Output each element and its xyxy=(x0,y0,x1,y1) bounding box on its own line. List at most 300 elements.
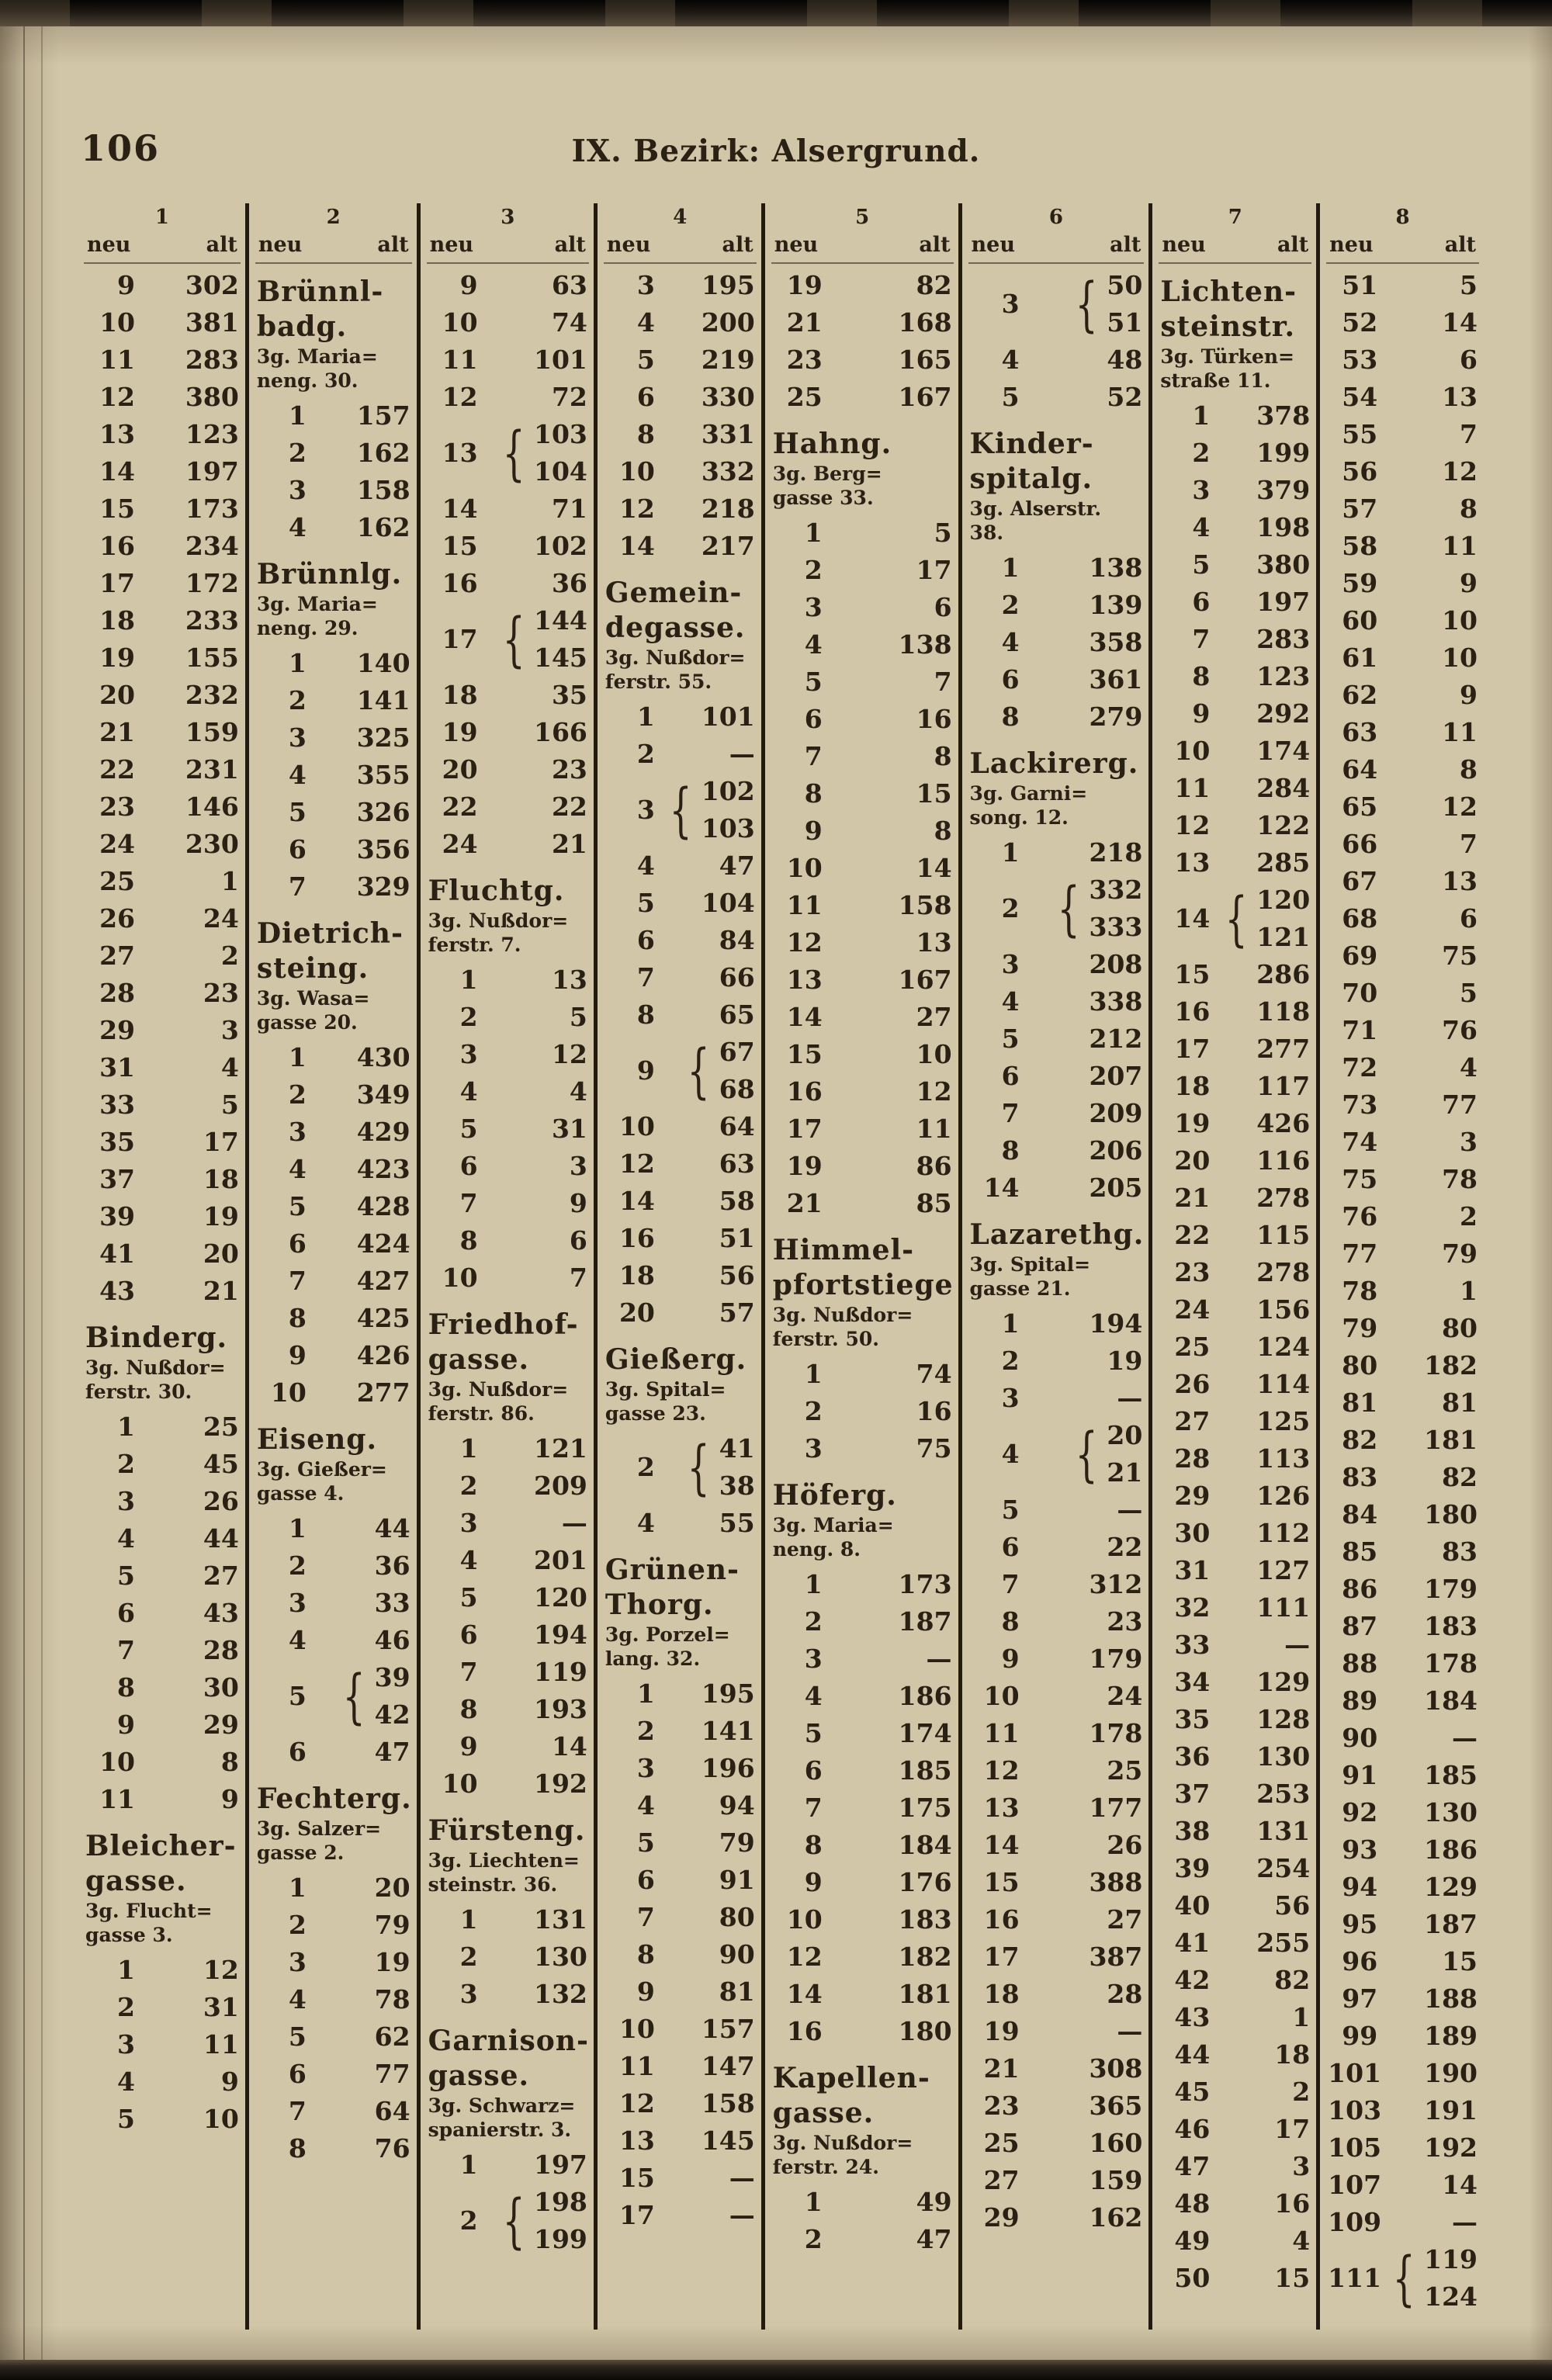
neu-number: 11 xyxy=(618,2051,655,2081)
street-oldname-line: 3g. Garni= xyxy=(969,782,1088,805)
number-row xyxy=(604,1430,757,1505)
alt-number: 189 xyxy=(1424,2021,1478,2051)
alt-number: 18 xyxy=(1274,2039,1311,2070)
alt-number: 212 xyxy=(1089,1024,1143,1054)
neu-number: 15 xyxy=(1174,959,1211,989)
alt-number: 20 xyxy=(374,1872,411,1903)
alt-number: 424 xyxy=(356,1228,411,1259)
neu-number: 85 xyxy=(1342,1536,1378,1567)
alt-column-label: alt xyxy=(206,233,237,257)
neu-number: 2 xyxy=(636,1716,655,1746)
neu-number: 9 xyxy=(459,1731,478,1762)
neu-number: 23 xyxy=(99,792,135,822)
alt-number: 35 xyxy=(551,680,587,710)
neu-number: 91 xyxy=(1342,1760,1378,1790)
alt-number: 195 xyxy=(701,270,755,300)
alt-number: 167 xyxy=(898,382,952,412)
number-row xyxy=(604,1713,757,1750)
alt-number: 388 xyxy=(1089,1867,1143,1897)
alt-number: 85 xyxy=(916,1188,952,1218)
alt-number: 356 xyxy=(356,834,411,864)
alt-number: 55 xyxy=(719,1508,755,1538)
neu-number: 10 xyxy=(786,853,823,883)
number-row xyxy=(255,868,412,906)
alt-number: 2 xyxy=(220,941,239,971)
number-row xyxy=(1326,379,1479,416)
alt-number: 78 xyxy=(1442,1164,1478,1194)
number-row xyxy=(771,2221,954,2258)
alt-number: 47 xyxy=(719,850,755,881)
neu-number: 47 xyxy=(1174,2151,1211,2181)
neu-number: 2 xyxy=(636,1452,655,1482)
alt-number: 14 xyxy=(551,1731,587,1762)
neu-number: 8 xyxy=(636,1939,655,1969)
number-row xyxy=(255,1039,412,1076)
alt-number: 82 xyxy=(916,270,952,300)
number-row xyxy=(255,1114,412,1151)
number-row xyxy=(255,1076,412,1114)
alt-number: 124 xyxy=(1424,2281,1478,2312)
street-name-line: Lackirerg. xyxy=(969,747,1139,780)
number-row xyxy=(255,1622,412,1659)
alt-number: 75 xyxy=(1442,941,1478,971)
alt-number: 308 xyxy=(1089,2053,1143,2084)
number-row xyxy=(84,788,241,826)
number-row xyxy=(255,1659,412,1734)
alt-number-stack xyxy=(1107,267,1142,341)
alt-number: 173 xyxy=(898,1569,952,1599)
alt-number: 1 xyxy=(220,866,239,896)
alt-number: 196 xyxy=(701,1753,755,1783)
neu-number: 21 xyxy=(786,307,823,338)
number-row xyxy=(427,1110,589,1148)
neu-number: 3 xyxy=(636,1753,655,1783)
alt-number: 131 xyxy=(1256,1816,1311,1846)
street-heading xyxy=(257,275,412,393)
neu-number: 10 xyxy=(618,1111,655,1141)
alt-number: 57 xyxy=(719,1297,755,1328)
neu-number: 3 xyxy=(636,795,655,825)
alt-number: — xyxy=(926,1644,952,1674)
alt-number: 51 xyxy=(1107,307,1143,338)
alt-number: 36 xyxy=(551,568,587,598)
number-row xyxy=(84,528,241,565)
number-row xyxy=(84,1198,241,1235)
street-oldname-line: 3g. Wasa= xyxy=(256,987,370,1010)
street-oldname-line: ferstr. 30. xyxy=(85,1381,192,1403)
alt-number: 132 xyxy=(534,1979,587,2009)
alt-number: 158 xyxy=(356,475,411,505)
alt-number: 199 xyxy=(1256,438,1311,468)
neu-number: 40 xyxy=(1174,1890,1211,1921)
number-row xyxy=(604,1862,757,1899)
number-row xyxy=(427,1728,589,1765)
neu-number: 11 xyxy=(99,1784,135,1814)
neu-number: 6 xyxy=(288,1228,307,1259)
neu-number: 9 xyxy=(1001,1644,1020,1674)
alt-number: 21 xyxy=(551,829,587,859)
neu-number: 37 xyxy=(99,1164,135,1194)
column-8 xyxy=(1316,203,1484,2330)
number-row xyxy=(255,757,412,794)
brace-glyph: { xyxy=(1075,1419,1098,1488)
neu-number: 6 xyxy=(1001,1532,1020,1562)
alt-number: 181 xyxy=(1424,1425,1478,1455)
neu-number: 6 xyxy=(1001,664,1020,695)
neu-number: 9 xyxy=(459,270,478,300)
neu-number: 18 xyxy=(99,605,135,636)
alt-number: 104 xyxy=(701,888,755,918)
neu-number: 64 xyxy=(1342,754,1378,785)
neu-number: 15 xyxy=(442,531,478,561)
alt-number: 15 xyxy=(916,778,952,809)
street-heading xyxy=(1160,275,1311,393)
number-row xyxy=(1159,1366,1311,1403)
alt-number: 23 xyxy=(203,978,239,1008)
alt-number: 8 xyxy=(934,816,952,846)
neu-number: 1 xyxy=(804,1569,823,1599)
number-row xyxy=(771,514,954,552)
alt-number: 380 xyxy=(1256,549,1311,580)
neu-number: 12 xyxy=(618,2088,655,2118)
street-heading xyxy=(605,576,757,694)
number-row xyxy=(968,1380,1145,1417)
number-row xyxy=(1326,639,1479,677)
alt-number: 277 xyxy=(1256,1034,1311,1064)
number-row xyxy=(1326,975,1479,1012)
alt-number: 86 xyxy=(916,1151,952,1181)
alt-brace-group xyxy=(1385,2241,1478,2316)
alt-number: 283 xyxy=(185,345,239,375)
alt-number: 4 xyxy=(1292,2226,1311,2256)
alt-number: 64 xyxy=(374,2096,411,2126)
neu-number: 10 xyxy=(99,1747,135,1777)
neu-number: 1 xyxy=(117,1955,135,1985)
alt-number: 428 xyxy=(356,1191,411,1221)
number-row xyxy=(1326,1273,1479,1310)
number-row xyxy=(84,1632,241,1669)
neu-number: 51 xyxy=(1342,270,1378,300)
alt-number: 292 xyxy=(1256,698,1311,729)
neu-number: 14 xyxy=(442,494,478,524)
number-row xyxy=(84,1161,241,1198)
alt-number: 141 xyxy=(356,685,411,715)
alt-number: — xyxy=(1452,2207,1478,2237)
number-row xyxy=(84,751,241,788)
number-row xyxy=(604,736,757,773)
number-row xyxy=(968,1752,1145,1789)
number-row xyxy=(968,1789,1145,1827)
number-row xyxy=(1159,733,1311,770)
alt-number: 8 xyxy=(1460,754,1478,785)
alt-number: 8 xyxy=(934,741,952,771)
number-row xyxy=(255,472,412,509)
neu-number: 18 xyxy=(442,680,478,710)
number-row xyxy=(1159,1701,1311,1738)
neu-number: 17 xyxy=(983,1942,1020,1972)
street-oldname-line: 3g. Maria= xyxy=(256,593,378,615)
alt-number: 168 xyxy=(898,307,952,338)
number-row xyxy=(1326,2092,1479,2129)
brace-glyph: { xyxy=(502,418,525,487)
neu-number: 10 xyxy=(270,1377,307,1408)
neu-number: 76 xyxy=(1342,1201,1378,1232)
number-row xyxy=(1326,453,1479,490)
alt-number: 101 xyxy=(534,345,587,375)
column-number-label: 8 xyxy=(1395,206,1410,229)
neu-number: 55 xyxy=(1342,419,1378,449)
alt-number: 218 xyxy=(1089,837,1143,868)
street-name-line: pfortstiege xyxy=(772,1269,954,1301)
neu-number: 1 xyxy=(288,648,307,678)
neu-number: 111 xyxy=(1328,2263,1382,2293)
alt-number: 44 xyxy=(374,1513,411,1543)
number-row xyxy=(427,1938,589,1976)
street-oldname-line: gasse 33. xyxy=(772,487,874,509)
number-row xyxy=(771,1789,954,1827)
neu-number: 56 xyxy=(1342,456,1378,487)
street-oldname-line: ferstr. 7. xyxy=(428,934,521,956)
alt-number: 145 xyxy=(534,643,587,673)
alt-number: 195 xyxy=(701,1678,755,1709)
neu-number: 6 xyxy=(1192,587,1211,617)
neu-number: 99 xyxy=(1342,2021,1378,2051)
neu-number: 17 xyxy=(442,624,478,654)
number-row xyxy=(1326,1086,1479,1124)
number-row xyxy=(771,1976,954,2013)
alt-number: 74 xyxy=(551,307,587,338)
number-row xyxy=(604,1294,757,1332)
alt-number: 77 xyxy=(1442,1090,1478,1120)
neu-column-label: neu xyxy=(1329,233,1374,257)
alt-number: 119 xyxy=(534,1657,587,1687)
alt-number: 2 xyxy=(1460,1201,1478,1232)
number-row xyxy=(604,341,757,379)
number-row xyxy=(968,587,1145,624)
alt-brace-group xyxy=(1068,267,1142,341)
neu-number: 1 xyxy=(288,1513,307,1543)
number-row xyxy=(771,1864,954,1901)
street-name-line: Kinder- xyxy=(969,428,1094,460)
number-row xyxy=(427,1505,589,1542)
alt-number: 183 xyxy=(1424,1611,1478,1641)
brace-glyph: { xyxy=(670,775,693,844)
number-row xyxy=(968,1020,1145,1058)
alt-number: 232 xyxy=(185,680,239,710)
number-row xyxy=(771,626,954,663)
street-heading xyxy=(428,1814,589,1897)
number-row xyxy=(84,2063,241,2101)
number-row xyxy=(1159,1291,1311,1329)
neu-number: 5 xyxy=(459,1582,478,1613)
street-heading xyxy=(773,1233,954,1351)
number-row xyxy=(255,2130,412,2167)
neu-number: 4 xyxy=(459,1076,478,1107)
neu-number: 1 xyxy=(459,2150,478,2180)
alt-number: — xyxy=(1117,1383,1143,1413)
number-row xyxy=(968,698,1145,736)
number-row xyxy=(255,2093,412,2130)
alt-number: 9 xyxy=(569,1188,587,1218)
street-name-line: Lazarethg. xyxy=(969,1218,1145,1251)
neu-number: 12 xyxy=(786,927,823,958)
number-row xyxy=(604,1257,757,1294)
number-row xyxy=(255,2056,412,2093)
neu-number: 72 xyxy=(1342,1052,1378,1083)
number-row xyxy=(771,1430,954,1467)
number-row xyxy=(771,1036,954,1073)
number-row xyxy=(968,1827,1145,1864)
neu-number: 79 xyxy=(1342,1313,1378,1343)
neu-number: 5 xyxy=(288,1681,307,1711)
alt-number: 128 xyxy=(1256,1704,1311,1734)
neu-number: 5 xyxy=(804,1718,823,1748)
number-row xyxy=(968,661,1145,698)
neu-number: 4 xyxy=(288,1625,307,1655)
alt-number: 361 xyxy=(1089,664,1143,695)
number-row xyxy=(427,1222,589,1259)
alt-number: 46 xyxy=(374,1625,411,1655)
column-7 xyxy=(1148,203,1316,2330)
alt-number: 12 xyxy=(1442,456,1478,487)
alt-number: 77 xyxy=(374,2059,411,2089)
alt-number: 332 xyxy=(1089,875,1143,905)
street-oldname-line: gasse 3. xyxy=(85,1924,173,1946)
street-oldname-line: 3g. Schwarz= xyxy=(428,2094,576,2117)
neu-number: 20 xyxy=(618,1297,655,1328)
alt-number: 286 xyxy=(1256,959,1311,989)
neu-number: 31 xyxy=(99,1052,135,1083)
street-name-line: Brünnl- xyxy=(256,275,384,308)
number-row xyxy=(84,1989,241,2026)
alt-number: 157 xyxy=(356,400,411,431)
neu-number: 3 xyxy=(459,1508,478,1538)
alt-number: 125 xyxy=(1256,1406,1311,1436)
alt-number: 188 xyxy=(1424,1983,1478,2014)
alt-number: 176 xyxy=(898,1867,952,1897)
number-row xyxy=(604,2011,757,2048)
street-name-line: Himmel- xyxy=(772,1234,915,1266)
neu-number: 57 xyxy=(1342,494,1378,524)
neu-number: 12 xyxy=(442,382,478,412)
neu-number: 6 xyxy=(636,925,655,955)
neu-number: 15 xyxy=(983,1867,1020,1897)
alt-number: 64 xyxy=(719,1111,755,1141)
number-row xyxy=(1326,1124,1479,1161)
neu-number: 4 xyxy=(288,1984,307,2015)
number-row xyxy=(968,946,1145,983)
number-row xyxy=(255,1300,412,1337)
alt-number: 278 xyxy=(1256,1257,1311,1287)
neu-number: 39 xyxy=(1174,1853,1211,1883)
alt-number: 180 xyxy=(898,2016,952,2046)
alt-number: 279 xyxy=(1089,702,1143,732)
column-header xyxy=(255,231,412,264)
number-row xyxy=(604,1145,757,1183)
alt-number: 157 xyxy=(701,2014,755,2044)
brace-glyph: { xyxy=(502,605,525,674)
alt-number: 6 xyxy=(1460,345,1478,375)
number-row xyxy=(1159,1552,1311,1589)
street-name-line: Dietrich- xyxy=(256,917,404,950)
neu-column-label: neu xyxy=(258,233,303,257)
alt-number: 285 xyxy=(1256,847,1311,878)
alt-number: 30 xyxy=(203,1672,239,1703)
neu-number: 2 xyxy=(804,555,823,585)
number-row xyxy=(1159,1217,1311,1254)
number-row xyxy=(427,1542,589,1579)
alt-number: 3 xyxy=(1292,2151,1311,2181)
number-row xyxy=(1159,1515,1311,1552)
neu-number: 24 xyxy=(99,829,135,859)
neu-number: 6 xyxy=(288,2059,307,2089)
number-row xyxy=(427,826,589,863)
neu-number: 9 xyxy=(636,1055,655,1086)
number-row xyxy=(255,1547,412,1585)
alt-number-stack xyxy=(1107,1417,1142,1491)
neu-number: 101 xyxy=(1328,2058,1382,2088)
number-row xyxy=(771,1640,954,1678)
alt-number: 9 xyxy=(220,2066,239,2097)
neu-number: 13 xyxy=(983,1793,1020,1823)
alt-number: 50 xyxy=(1107,270,1143,300)
number-row xyxy=(604,267,757,304)
number-row xyxy=(1159,1775,1311,1813)
alt-number: 7 xyxy=(1460,829,1478,859)
alt-number: 174 xyxy=(1256,736,1311,766)
street-name-line: Brünnlg. xyxy=(256,558,403,591)
number-row xyxy=(84,453,241,490)
alt-number: — xyxy=(1284,1630,1311,1660)
alt-number-stack xyxy=(1089,871,1142,946)
street-oldname-line: 3g. Porzel= xyxy=(605,1623,730,1646)
alt-number: 179 xyxy=(1089,1644,1143,1674)
street-oldname-line: 3g. Nußdor= xyxy=(772,2132,913,2154)
number-row xyxy=(771,663,954,701)
alt-number: 160 xyxy=(1089,2128,1143,2158)
brace-glyph: { xyxy=(1392,2243,1415,2312)
alt-number: 22 xyxy=(1107,1532,1143,1562)
alt-number: 28 xyxy=(203,1635,239,1665)
neu-number: 1 xyxy=(288,1042,307,1072)
neu-number: 2 xyxy=(459,1002,478,1032)
alt-number: 15 xyxy=(1442,1946,1478,1976)
number-row xyxy=(1159,2260,1311,2297)
street-oldname-line: 3g. Liechten= xyxy=(428,1849,580,1872)
neu-number: 3 xyxy=(288,1947,307,1977)
number-row xyxy=(427,1976,589,2013)
number-row xyxy=(604,1824,757,1862)
alt-number: 190 xyxy=(1424,2058,1478,2088)
alt-number: 10 xyxy=(1442,643,1478,673)
alt-number: 80 xyxy=(1442,1313,1478,1343)
neu-number: 1 xyxy=(804,1359,823,1389)
alt-number: 103 xyxy=(701,813,755,844)
alt-brace-group xyxy=(1218,882,1310,956)
street-name-line: badg. xyxy=(256,310,348,343)
neu-number: 5 xyxy=(1001,382,1020,412)
number-row xyxy=(1326,751,1479,788)
street-name-line: gasse. xyxy=(772,2097,875,2129)
neu-number: 48 xyxy=(1174,2188,1211,2219)
neu-number: 1 xyxy=(1192,400,1211,431)
alt-number: 21 xyxy=(1107,1457,1143,1488)
alt-number: 21 xyxy=(203,1276,239,1306)
neu-number: 5 xyxy=(636,888,655,918)
number-row xyxy=(604,773,757,847)
number-row xyxy=(1326,1980,1479,2018)
neu-number: 34 xyxy=(1174,1667,1211,1697)
